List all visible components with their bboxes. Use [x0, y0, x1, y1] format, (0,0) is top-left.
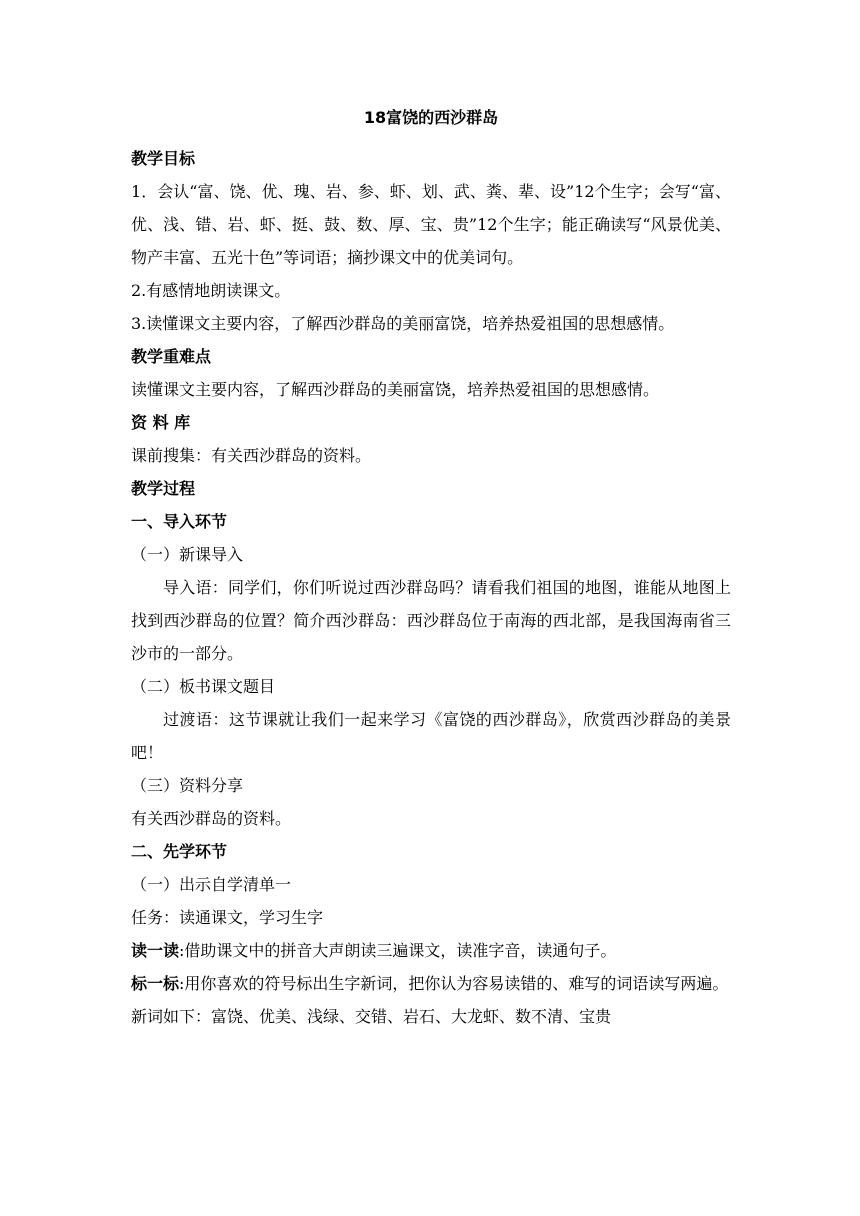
sub-1-3-heading: （三）资料分享 [131, 776, 244, 795]
mark-item [131, 967, 731, 1000]
resources-heading: 资 料 库 [131, 413, 191, 432]
goals-heading: 教学目标 [131, 149, 196, 168]
section-1-heading: 一、导入环节 [131, 512, 228, 531]
sub-1-3-text: 有关西沙群岛的资料。 [131, 809, 292, 828]
document-content [131, 108, 731, 1033]
goal-3: 3.读懂课文主要内容，了解西沙群岛的美丽富饶，培养热爱祖国的思想感情。 [131, 314, 675, 333]
task-text: 任务：读通课文，学习生字 [131, 908, 324, 927]
read-text: :借助课文中的拼音大声朗读三遍课文，读准字音，读通句子。 [179, 941, 617, 960]
sub-1-2-text: 过渡语：这节课就让我们一起来学习《富饶的西沙群岛》，欣赏西沙群岛的美景吧！ [131, 710, 731, 762]
page-title: 18富饶的西沙群岛 [363, 108, 499, 127]
sub-1-1-text: 导入语：同学们，你们听说过西沙群岛吗？请看我们祖国的地图，谁能从地图上找到西沙群岛的位置？简介西沙群岛：西沙群岛位于南海的西北部，是我国海南省三沙市的一部分。 [131, 578, 731, 663]
sub-2-1-heading: （一）出示自学清单一 [131, 875, 292, 894]
key-heading: 教学重难点 [131, 347, 212, 366]
read-label: 读一读 [131, 941, 180, 960]
resources-text: 课前搜集：有关西沙群岛的资料。 [131, 446, 372, 465]
mark-label: 标一标 [131, 974, 180, 993]
goal-1: 1．会认“富、饶、优、瑰、岩、参、虾、划、武、粪、辈、设”12个生字；会写“富、优、浅、错、岩、虾、挺、鼓、数、厚、宝、贵”12个生字；能正确读写“风景优美、物产丰富、五光十色”等词语；摘抄课文中的优美词句。 [131, 182, 731, 267]
new-words: 新词如下：富饶、优美、浅绿、交错、岩石、大龙虾、数不清、宝贵 [131, 1007, 612, 1026]
goal-2: 2.有感情地朗读课文。 [131, 281, 291, 300]
section-2-heading: 二、先学环节 [131, 842, 228, 861]
read-item [131, 934, 731, 967]
mark-text: :用你喜欢的符号标出生字新词，把你认为容易读错的、难写的词语读写两遍。 [179, 974, 729, 993]
sub-1-1-heading: （一）新课导入 [131, 545, 244, 564]
key-text: 读懂课文主要内容，了解西沙群岛的美丽富饶，培养热爱祖国的思想感情。 [131, 380, 660, 399]
sub-1-2-heading: （二）板书课文题目 [131, 677, 276, 696]
process-heading: 教学过程 [131, 479, 196, 498]
